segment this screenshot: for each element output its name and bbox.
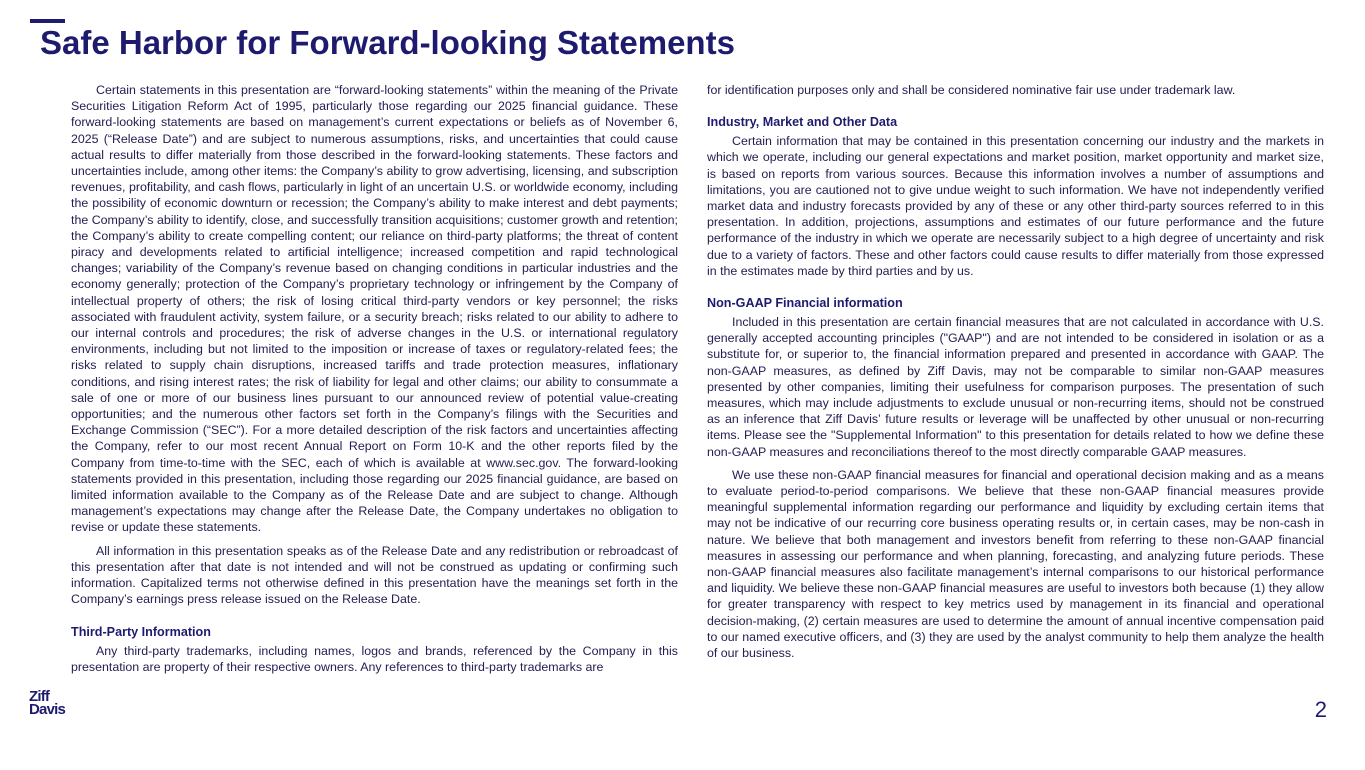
logo-line-1: Ziff — [29, 688, 50, 705]
release-date-paragraph: All information in this presentation speaks as of the Release Date and any redistribution or rebroadcast of this presentation after that date is not intended and will not be construed as updating or confirming such information. Capitalized terms not otherwise defined in this presentation have the meanings set forth in the Company’s earnings press release issued on the Release Date. — [71, 543, 678, 607]
third-party-paragraph: Any third-party trademarks, including names, logos and brands, referenced by the Company in this presentation are property of their respective owners. Any references to third-party trademarks are — [71, 643, 678, 674]
left-column — [71, 82, 678, 682]
ziff-davis-logo — [29, 690, 75, 716]
industry-heading: Industry, Market and Other Data — [707, 115, 898, 130]
third-party-continuation: for identification purposes only and shall be considered nominative fair use under trademark law. — [707, 83, 1236, 97]
forward-looking-paragraph: Certain statements in this presentation are “forward-looking statements” within the meaning of the Private Securities Litigation Reform Act of 1995, particularly those regarding our 2025 financial guidance. These forward-looking statements are based on management’s current expectations or beliefs as of November 6, 2025 (“Release Date”) and are subject to numerous assumptions, risks, and uncertainties that could cause actual results to differ materially from those described in the forward-looking statements. These factors and uncertainties include, among other items: the Company’s ability to grow advertising, licensing, and subscription revenues, profitability, and cash flows, particularly in light of an uncertain U.S. or worldwide economy, including the possibility of economic downturn or recession; the Company’s ability to make interest and debt payments; the Company’s ability to identify, close, and successfully transition acquisitions; customer growth and retention; the Company’s ability to create compelling content; our reliance on third-party platforms; the threat of content piracy and developments related to artificial intelligence; increased competition and rapid technological changes; variability of the Company’s revenue based on changing conditions in particular industries and the economy generally; protection of the Company’s proprietary technology or infringement by the Company of intellectual property of others; the risk of losing critical third-party vendors or key personnel; the risks associated with fraudulent activity, system failure, or a security breach; risks related to our ability to adhere to our internal controls and procedures; the risk of adverse changes in the U.S. or international regulatory environments, including but not limited to the imposition or increase of taxes or regulatory-related fees; the risks related to supply chain disruptions, increased tariffs and trade protection measures, inflationary conditions, and rising interest rates; the risk of liability for legal and other claims; our ability to consummate a sale of one or more of our business lines pursuant to our announced review of potential value-creating opportunities; and the numerous other factors set forth in the Company’s filings with the Securities and Exchange Commission (“SEC”). For a more detailed description of the risk factors and uncertainties affecting the Company, refer to our most recent Annual Report on Form 10-K and the other reports filed by the Company from time-to-time with the SEC, each of which is available at www.sec.gov. The forward-looking statements provided in this presentation, including those regarding our 2025 financial guidance, are based on limited information available to the Company as of the Release Date and are subject to change. Although management’s expectations may change after the Release Date, the Company undertakes no obligation to revise or update these statements. — [71, 83, 678, 535]
nongaap-paragraph-1: Included in this presentation are certain financial measures that are not calculated in accordance with U.S. generally accepted accounting principles ("GAAP") and are not intended to be considered in isolation or as a substitute for, or superior to, the financial information prepared and presented in accordance with GAAP. The non-GAAP measures, as defined by Ziff Davis, may not be comparable to similar non-GAAP measures presented by other companies, limiting their usefulness for comparison purposes. The presentation of such measures, which may include adjustments to exclude unusual or non-recurring items, should not be construed as an inference that Ziff Davis’ future results or leverage will be unaffected by other unusual or non-recurring items. Please see the "Supplemental Information" to this presentation for details related to how we define these non-GAAP measures and reconciliations thereof to the most directly comparable GAAP measures. — [707, 315, 1324, 459]
right-column — [707, 82, 1324, 668]
page-title: Safe Harbor for Forward-looking Statements — [40, 24, 735, 61]
nongaap-paragraph-2: We use these non-GAAP financial measures for financial and operational decision making and as a means to evaluate period-to-period comparisons. We believe that these non-GAAP financial measures provide meaningful supplemental information regarding our performance and liquidity by excluding certain items that may not be indicative of our recurring core business operating results or, in certain cases, may be non-cash in nature. We believe that both management and investors benefit from referring to these non-GAAP financial measures in assessing our performance and when planning, forecasting, and analyzing future periods. These non-GAAP financial measures also facilitate management’s internal comparisons to our historical performance and liquidity. We believe these non-GAAP financial measures are useful to investors both because (1) they allow for greater transparency with respect to key metrics used by management in its financial and operational decision-making, (2) certain measures are used to determine the amount of annual incentive compensation paid to our named executive officers, and (3) they are used by the analyst community to help them analyze the health of our business. — [707, 467, 1324, 661]
industry-paragraph: Certain information that may be contained in this presentation concerning our industry and the markets in which we operate, including our general expectations and market position, market opportunity and market size, is based on reports from various sources. Because this information involves a number of assumptions and limitations, you are cautioned not to give undue weight to such information. We have not independently verified market data and industry forecasts provided by any of these or any other third-party sources referred to in this presentation. In addition, projections, assumptions and estimates of our future performance and the future performance of the industry in which we operate are necessarily subject to a high degree of uncertainty and risk due to a variety of factors. These and other factors could cause results to differ materially from those expressed in the estimates made by third parties and by us. — [707, 134, 1324, 278]
logo-line-2: Davis — [29, 701, 66, 718]
nongaap-heading: Non-GAAP Financial information — [707, 296, 903, 311]
page-number: 2 — [1314, 697, 1327, 722]
third-party-heading: Third-Party Information — [71, 624, 211, 639]
